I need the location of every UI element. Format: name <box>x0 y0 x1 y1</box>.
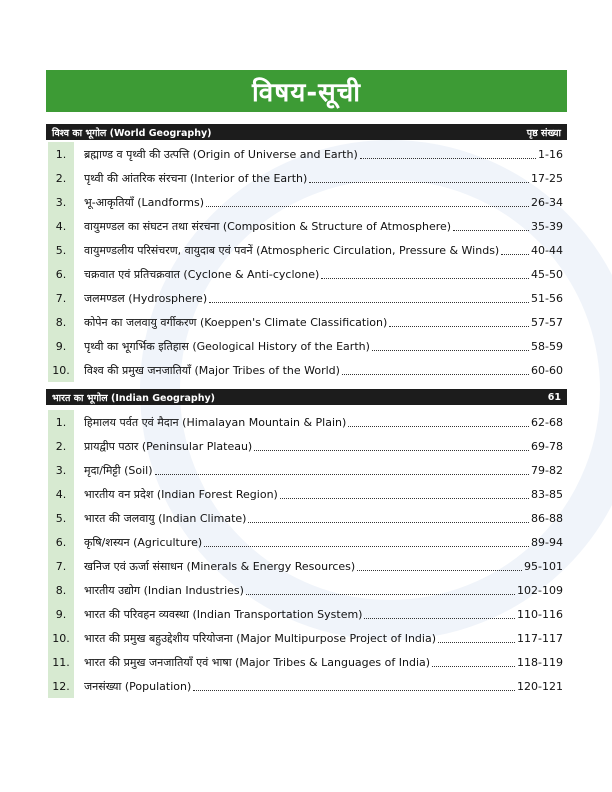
entry-number: 5. <box>48 238 74 262</box>
dot-leader <box>155 473 529 475</box>
dot-leader <box>204 545 529 547</box>
dot-leader <box>248 521 529 523</box>
toc-entry[interactable] <box>46 554 567 578</box>
entry-number: 6. <box>48 530 74 554</box>
entry-number: 2. <box>48 166 74 190</box>
section-page-india: 61 <box>547 391 561 403</box>
entry-number: 11. <box>48 650 74 674</box>
toc-entry[interactable] <box>46 334 567 358</box>
entry-title: वायुमण्डल का संघटन तथा संरचना (Composition & Structure of Atmosphere) <box>84 219 452 233</box>
entry-pages: 40-44 <box>531 243 563 257</box>
entry-number: 7. <box>48 554 74 578</box>
entry-pages: 83-85 <box>531 487 563 501</box>
entry-pages: 120-121 <box>517 679 563 693</box>
entry-title: भू-आकृतियाँ (Landforms) <box>84 195 205 209</box>
entry-pages: 45-50 <box>531 267 563 281</box>
entry-title: भारत की जलवायु (Indian Climate) <box>84 511 247 525</box>
toc-entry[interactable] <box>46 650 567 674</box>
dot-leader <box>357 569 522 571</box>
entry-title: ब्रह्माण्ड व पृथ्वी की उत्पत्ति (Origin of Universe and Earth) <box>84 147 358 161</box>
dot-leader <box>360 157 536 159</box>
entry-number: 8. <box>48 578 74 602</box>
dot-leader <box>364 617 515 619</box>
dot-leader <box>348 425 529 427</box>
dot-leader <box>342 373 529 375</box>
toc-entry[interactable] <box>46 286 567 310</box>
dot-leader <box>254 449 529 451</box>
entry-number: 10. <box>48 358 74 382</box>
entry-pages: 69-78 <box>531 439 563 453</box>
entry-title: विश्व की प्रमुख जनजातियाँ (Major Tribes of the World) <box>84 363 340 377</box>
dot-leader <box>209 301 529 303</box>
entry-number: 9. <box>48 334 74 358</box>
toc-entry[interactable] <box>46 674 567 698</box>
entry-pages: 102-109 <box>517 583 563 597</box>
page-title: विषय-सूची <box>46 70 567 112</box>
toc-entry[interactable] <box>46 626 567 650</box>
entry-pages: 95-101 <box>524 559 563 573</box>
entry-number: 2. <box>48 434 74 458</box>
entry-pages: 110-116 <box>517 607 563 621</box>
toc-entry[interactable] <box>46 434 567 458</box>
dot-leader <box>309 181 529 183</box>
entry-title: भारतीय वन प्रदेश (Indian Forest Region) <box>84 487 278 501</box>
toc-entry[interactable] <box>46 458 567 482</box>
entry-number: 12. <box>48 674 74 698</box>
entry-title: कोपेन का जलवायु वर्गीकरण (Koeppen's Climate Classification) <box>84 315 388 329</box>
toc-entry[interactable] <box>46 358 567 382</box>
entry-pages: 79-82 <box>531 463 563 477</box>
entry-pages: 57-57 <box>531 315 563 329</box>
entry-pages: 1-16 <box>538 147 563 161</box>
entry-pages: 89-94 <box>531 535 563 549</box>
entry-number: 4. <box>48 482 74 506</box>
entry-title: जलमण्डल (Hydrosphere) <box>84 291 208 305</box>
entry-title: भारतीय उद्योग (Indian Industries) <box>84 583 244 597</box>
entry-pages: 60-60 <box>531 363 563 377</box>
dot-leader <box>321 277 529 279</box>
entry-title: पृथ्वी की आंतरिक संरचना (Interior of the Earth) <box>84 171 308 185</box>
toc-entry[interactable] <box>46 578 567 602</box>
entry-number: 1. <box>48 410 74 434</box>
entry-title: जनसंख्या (Population) <box>84 679 192 693</box>
entry-pages: 26-34 <box>531 195 563 209</box>
entry-number: 10. <box>48 626 74 650</box>
entry-title: कृषि/शस्यन (Agriculture) <box>84 535 203 549</box>
entry-number: 5. <box>48 506 74 530</box>
entry-number: 7. <box>48 286 74 310</box>
toc-entry[interactable] <box>46 410 567 434</box>
entry-title: खनिज एवं ऊर्जा संसाधन (Minerals & Energy Resources) <box>84 559 356 573</box>
page-number-header: पृष्ठ संख्या <box>526 127 561 139</box>
dot-leader <box>432 665 515 667</box>
entry-title: प्रायद्वीप पठार (Peninsular Plateau) <box>84 439 253 453</box>
entry-number: 3. <box>48 458 74 482</box>
entry-pages: 58-59 <box>531 339 563 353</box>
dot-leader <box>389 325 529 327</box>
entry-number: 8. <box>48 310 74 334</box>
dot-leader <box>280 497 529 499</box>
toc-entry[interactable] <box>46 238 567 262</box>
entry-number: 3. <box>48 190 74 214</box>
entry-title: चक्रवात एवं प्रतिचक्रवात (Cyclone & Anti-cyclone) <box>84 267 320 281</box>
entry-title: भारत की प्रमुख जनजातियाँ एवं भाषा (Major Tribes & Languages of India) <box>84 655 431 669</box>
dot-leader <box>246 593 515 595</box>
toc-entry[interactable] <box>46 214 567 238</box>
entry-title: मृदा/मिट्टी (Soil) <box>84 463 153 477</box>
dot-leader <box>206 205 529 207</box>
india-toc-list <box>46 410 567 698</box>
entry-number: 1. <box>48 142 74 166</box>
toc-entry[interactable] <box>46 262 567 286</box>
toc-entry[interactable] <box>46 530 567 554</box>
entry-title: वायुमण्डलीय परिसंचरण, वायुदाब एवं पवनें (Atmospheric Circulation, Pressure & Winds) <box>84 243 500 257</box>
entry-pages: 35-39 <box>531 219 563 233</box>
entry-title: पृथ्वी का भूगर्भिक इतिहास (Geological History of the Earth) <box>84 339 370 353</box>
dot-leader <box>372 349 529 351</box>
entry-title: भारत की परिवहन व्यवस्था (Indian Transportation System) <box>84 607 363 621</box>
section-title-world: विश्व का भूगोल (World Geography) <box>52 127 212 139</box>
dot-leader <box>438 641 515 643</box>
entry-title: भारत की प्रमुख बहुउद्देशीय परियोजना (Major Multipurpose Project of India) <box>84 631 437 645</box>
entry-title: हिमालय पर्वत एवं मैदान (Himalayan Mountain & Plain) <box>84 415 347 429</box>
dot-leader <box>193 689 515 691</box>
section-header-world <box>46 124 567 140</box>
entry-pages: 86-88 <box>531 511 563 525</box>
entry-pages: 62-68 <box>531 415 563 429</box>
toc-entry[interactable] <box>46 602 567 626</box>
entry-pages: 117-117 <box>517 631 563 645</box>
section-header-india <box>46 389 567 405</box>
toc-entry[interactable] <box>46 482 567 506</box>
toc-entry[interactable] <box>46 506 567 530</box>
dot-leader <box>501 253 529 255</box>
entry-number: 6. <box>48 262 74 286</box>
section-title-india: भारत का भूगोल (Indian Geography) <box>52 392 215 404</box>
entry-pages: 51-56 <box>531 291 563 305</box>
entry-pages: 17-25 <box>531 171 563 185</box>
toc-entry[interactable] <box>46 310 567 334</box>
entry-pages: 118-119 <box>517 655 563 669</box>
entry-number: 9. <box>48 602 74 626</box>
world-toc-list <box>46 142 567 382</box>
dot-leader <box>453 229 529 231</box>
toc-entry[interactable] <box>46 166 567 190</box>
toc-entry[interactable] <box>46 190 567 214</box>
toc-entry[interactable] <box>46 142 567 166</box>
entry-number: 4. <box>48 214 74 238</box>
